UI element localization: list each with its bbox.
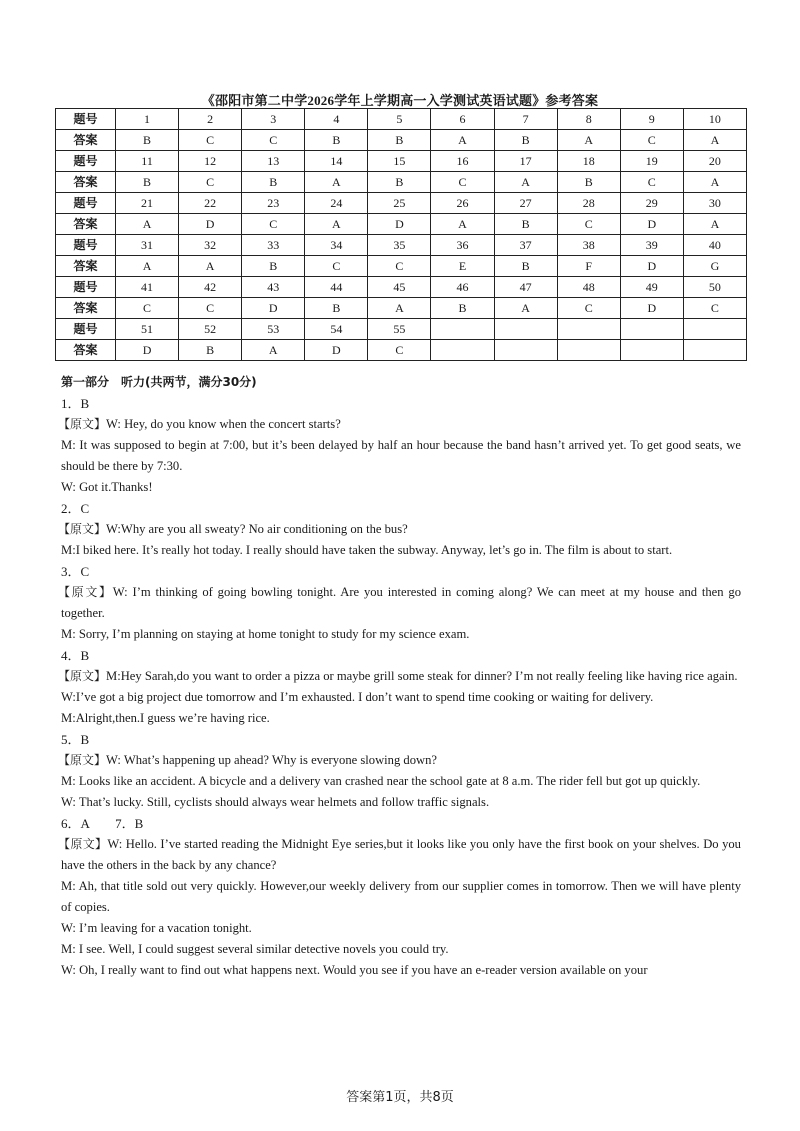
table-cell: C	[242, 130, 305, 151]
table-cell: 30	[683, 193, 746, 214]
table-cell: 38	[557, 235, 620, 256]
table-cell: D	[116, 340, 179, 361]
question-list	[58, 393, 741, 981]
table-cell: 4	[305, 109, 368, 130]
table-cell: C	[620, 172, 683, 193]
table-cell: E	[431, 256, 494, 277]
table-cell: B	[305, 298, 368, 319]
table-cell: B	[494, 214, 557, 235]
transcript-text: M: I see. Well, I could suggest several similar detective novels you could try.	[61, 942, 449, 956]
table-cell: B	[431, 298, 494, 319]
table-cell	[620, 340, 683, 361]
row-label: 题号	[56, 151, 116, 172]
transcript-text: M:Hey Sarah,do you want to order a pizza or maybe grill some steak for dinner? I’m not really feeling like having rice again.	[106, 669, 738, 683]
table-cell: C	[179, 130, 242, 151]
table-cell: B	[368, 130, 431, 151]
table-cell: B	[368, 172, 431, 193]
transcript-line	[61, 687, 741, 708]
table-cell: 24	[305, 193, 368, 214]
transcript-tag: 【原文】	[58, 669, 107, 683]
table-cell: 54	[305, 319, 368, 340]
table-cell: 10	[683, 109, 746, 130]
table-cell: 6	[431, 109, 494, 130]
table-cell	[557, 319, 620, 340]
table-cell: 12	[179, 151, 242, 172]
table-cell	[431, 340, 494, 361]
table-cell: A	[179, 256, 242, 277]
row-label: 题号	[56, 109, 116, 130]
table-cell: 40	[683, 235, 746, 256]
table-cell: C	[179, 298, 242, 319]
table-cell: 3	[242, 109, 305, 130]
table-row	[56, 340, 747, 361]
table-cell: A	[116, 256, 179, 277]
transcript-line	[61, 624, 741, 645]
transcript-text: M: Sorry, I’m planning on staying at home tonight to study for my science exam.	[61, 627, 470, 641]
table-cell: 19	[620, 151, 683, 172]
table-cell: B	[557, 172, 620, 193]
table-cell: 32	[179, 235, 242, 256]
table-cell	[683, 340, 746, 361]
table-cell: 31	[116, 235, 179, 256]
table-cell: D	[179, 214, 242, 235]
table-row	[56, 256, 747, 277]
table-row	[56, 298, 747, 319]
table-cell: B	[494, 256, 557, 277]
question-number: 1．B	[61, 396, 90, 411]
table-cell: B	[179, 340, 242, 361]
table-cell: C	[557, 214, 620, 235]
transcript-text: M: Ah, that title sold out very quickly. However,our weekly delivery from our supplier comes in tomorrow. Then we will have plenty of copies.	[61, 879, 741, 914]
table-row	[56, 214, 747, 235]
transcript-text: W: That’s lucky. Still, cyclists should always wear helmets and follow traffic signals.	[61, 795, 490, 809]
transcript-line	[58, 519, 741, 540]
table-cell: 29	[620, 193, 683, 214]
transcript-line	[58, 834, 741, 876]
row-label: 答案	[56, 130, 116, 151]
table-cell: A	[683, 130, 746, 151]
table-cell: A	[494, 298, 557, 319]
transcript-text: W: What’s happening up ahead? Why is everyone slowing down?	[106, 753, 437, 767]
table-row	[56, 172, 747, 193]
table-cell: 23	[242, 193, 305, 214]
table-cell: 37	[494, 235, 557, 256]
transcript-tag: 【原文】	[58, 753, 107, 767]
table-cell: 2	[179, 109, 242, 130]
table-cell: B	[494, 130, 557, 151]
table-cell	[494, 340, 557, 361]
table-cell: 47	[494, 277, 557, 298]
transcript-line	[61, 918, 741, 939]
table-cell: 55	[368, 319, 431, 340]
table-cell: 50	[683, 277, 746, 298]
table-row	[56, 235, 747, 256]
table-cell	[683, 319, 746, 340]
table-row	[56, 151, 747, 172]
question-number: 4．B	[61, 648, 90, 663]
transcript-line	[61, 939, 741, 960]
question-number: 5．B	[61, 732, 90, 747]
table-cell: B	[242, 172, 305, 193]
table-cell: A	[683, 172, 746, 193]
table-cell: 26	[431, 193, 494, 214]
row-label: 答案	[56, 214, 116, 235]
transcript-tag: 【原文】	[58, 417, 107, 431]
transcript-text: W: I’m leaving for a vacation tonight.	[61, 921, 252, 935]
table-cell: F	[557, 256, 620, 277]
table-cell: 17	[494, 151, 557, 172]
question-number: 3．C	[61, 564, 90, 579]
question-number: 6．A 7．B	[61, 816, 144, 831]
table-cell: C	[305, 256, 368, 277]
table-cell	[620, 319, 683, 340]
table-row	[56, 319, 747, 340]
table-cell: D	[305, 340, 368, 361]
table-cell: 18	[557, 151, 620, 172]
table-cell: C	[242, 214, 305, 235]
table-cell: C	[557, 298, 620, 319]
table-cell: C	[179, 172, 242, 193]
table-cell: 44	[305, 277, 368, 298]
transcript-text: W:I’ve got a big project due tomorrow and I’m exhausted. I don’t want to spend time cooking or waiting for delivery.	[61, 690, 654, 704]
table-cell	[431, 319, 494, 340]
table-cell: 41	[116, 277, 179, 298]
transcript-tag: 【原文】	[58, 837, 108, 851]
table-cell: 11	[116, 151, 179, 172]
section-heading: 第一部分 听力(共两节，满分30分)	[61, 375, 257, 389]
table-cell: A	[305, 172, 368, 193]
table-cell: G	[683, 256, 746, 277]
table-cell: 5	[368, 109, 431, 130]
table-cell: D	[620, 214, 683, 235]
table-cell: A	[431, 130, 494, 151]
table-cell: A	[242, 340, 305, 361]
table-cell: 28	[557, 193, 620, 214]
transcript-text: M:I biked here. It’s really hot today. I really should have taken the subway. Anyway, let’s go in. The film is about to start.	[61, 543, 673, 557]
table-cell: 15	[368, 151, 431, 172]
transcript-line	[61, 477, 741, 498]
transcript-text: W: I’m thinking of going bowling tonight. Are you interested in coming along? We can meet at my house and then go together.	[61, 585, 741, 620]
table-cell: 33	[242, 235, 305, 256]
table-cell: 36	[431, 235, 494, 256]
question-number: 2．C	[61, 501, 90, 516]
row-label: 答案	[56, 256, 116, 277]
table-cell: 25	[368, 193, 431, 214]
table-cell: C	[368, 256, 431, 277]
answer-key-table	[55, 108, 747, 361]
table-cell: C	[431, 172, 494, 193]
table-cell: 49	[620, 277, 683, 298]
table-cell: C	[116, 298, 179, 319]
table-cell: A	[368, 298, 431, 319]
row-label: 题号	[56, 193, 116, 214]
table-cell: C	[683, 298, 746, 319]
transcript-line	[61, 540, 741, 561]
transcript-text: W: Oh, I really want to find out what happens next. Would you see if you have an e-reader version available on your	[61, 963, 648, 977]
table-cell: 8	[557, 109, 620, 130]
transcript-line	[61, 792, 741, 813]
row-label: 题号	[56, 277, 116, 298]
table-cell: B	[116, 172, 179, 193]
table-cell: 13	[242, 151, 305, 172]
table-cell: 14	[305, 151, 368, 172]
transcript-tag: 【原文】	[58, 522, 107, 536]
transcript-line	[61, 876, 741, 918]
table-cell: A	[116, 214, 179, 235]
transcript-line	[61, 960, 741, 981]
table-cell: 1	[116, 109, 179, 130]
page-footer: 答案第1页，共8页	[346, 1090, 454, 1105]
table-row	[56, 277, 747, 298]
table-cell: 46	[431, 277, 494, 298]
table-cell: 43	[242, 277, 305, 298]
table-cell: C	[368, 340, 431, 361]
document-title: 《邵阳市第二中学2026学年上学期高一入学测试英语试题》参考答案	[201, 93, 599, 108]
table-cell: B	[242, 256, 305, 277]
row-label: 答案	[56, 340, 116, 361]
table-cell: 51	[116, 319, 179, 340]
table-cell: B	[305, 130, 368, 151]
table-cell: 27	[494, 193, 557, 214]
transcript-line	[58, 750, 741, 771]
table-cell: D	[242, 298, 305, 319]
transcript-line	[61, 708, 741, 729]
table-cell: 39	[620, 235, 683, 256]
table-cell: B	[116, 130, 179, 151]
transcript-text: W: Hey, do you know when the concert starts?	[106, 417, 341, 431]
transcript-text: W: Got it.Thanks!	[61, 480, 153, 494]
table-cell: 45	[368, 277, 431, 298]
table-row	[56, 130, 747, 151]
table-cell: 42	[179, 277, 242, 298]
transcript-text: W:Why are you all sweaty? No air conditioning on the bus?	[106, 522, 408, 536]
table-cell: D	[620, 256, 683, 277]
table-cell: A	[494, 172, 557, 193]
row-label: 题号	[56, 235, 116, 256]
table-row	[56, 109, 747, 130]
table-cell: 35	[368, 235, 431, 256]
table-cell: A	[305, 214, 368, 235]
table-row	[56, 193, 747, 214]
table-cell: A	[431, 214, 494, 235]
transcript-line	[58, 414, 741, 435]
table-cell: 53	[242, 319, 305, 340]
listening-section	[58, 372, 741, 981]
table-cell: C	[620, 130, 683, 151]
transcript-text: M:Alright,then.I guess we’re having rice.	[61, 711, 270, 725]
table-cell: A	[557, 130, 620, 151]
row-label: 题号	[56, 319, 116, 340]
table-cell: 20	[683, 151, 746, 172]
table-cell: 21	[116, 193, 179, 214]
transcript-text: M: It was supposed to begin at 7:00, but it’s been delayed by half an hour because the band hasn’t arrived yet. To get good seats, we should be there by 7:30.	[61, 438, 741, 473]
table-cell: 9	[620, 109, 683, 130]
table-cell: 16	[431, 151, 494, 172]
table-cell: 34	[305, 235, 368, 256]
transcript-line	[58, 666, 741, 687]
transcript-tag: 【原文】	[58, 585, 113, 599]
transcript-text: M: Looks like an accident. A bicycle and a delivery van crashed near the school gate at 8 a.m. The rider fell but got up quickly.	[61, 774, 701, 788]
transcript-line	[61, 435, 741, 477]
table-cell: 22	[179, 193, 242, 214]
table-cell: 48	[557, 277, 620, 298]
transcript-text: W: Hello. I’ve started reading the Midnight Eye series,but it looks like you only have the first book on your shelves. Do you have the others in the back by any chance?	[61, 837, 741, 872]
table-cell: 52	[179, 319, 242, 340]
transcript-line	[61, 771, 741, 792]
table-cell: D	[620, 298, 683, 319]
transcript-line	[58, 582, 741, 624]
table-cell: 7	[494, 109, 557, 130]
table-cell	[494, 319, 557, 340]
table-cell	[557, 340, 620, 361]
row-label: 答案	[56, 298, 116, 319]
table-cell: A	[683, 214, 746, 235]
table-cell: D	[368, 214, 431, 235]
row-label: 答案	[56, 172, 116, 193]
